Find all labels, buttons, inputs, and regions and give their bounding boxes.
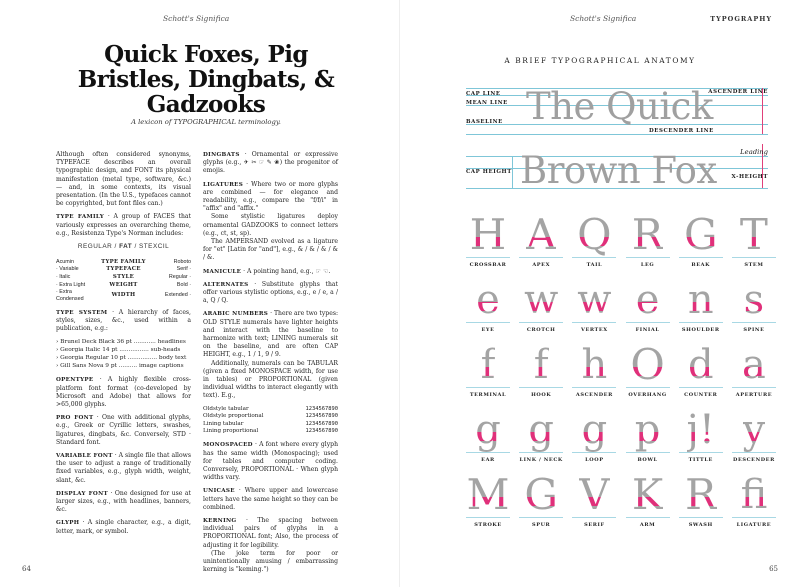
anatomy-line-1: The Quick	[526, 85, 713, 128]
glyph-box	[466, 340, 510, 388]
numeral-sample: 1234567890	[305, 405, 338, 412]
glyph-box	[572, 275, 616, 323]
glyph-box	[466, 210, 510, 258]
glyph-box	[626, 210, 670, 258]
glyph-box	[519, 470, 563, 518]
cap-height-marker	[512, 156, 513, 188]
glyph-box	[572, 470, 616, 518]
glyph-row	[466, 405, 776, 463]
entry-term: ARABIC NUMBERS	[203, 311, 269, 318]
glyph-part-label: TAIL	[586, 262, 603, 268]
entry-definition: · Where upper and lowercase letters have the same height so they can be combined.	[203, 487, 338, 511]
numeral-sample: 1234567890	[305, 427, 338, 434]
glyph-part-label: EYE	[481, 327, 495, 333]
family-table	[56, 258, 191, 303]
entry-term: UNICASE	[203, 488, 235, 495]
numeral-sample: 1234567890	[305, 420, 338, 427]
glyph-box	[732, 470, 776, 518]
kerning-paragraph: (The joke term for poor or unintentionally amusing / embarrassing kerning is "keming.")	[203, 549, 338, 574]
label-ascender-line: ASCENDER LINE	[708, 89, 768, 95]
glyph-part-label: ARM	[639, 522, 656, 528]
table-cell: · Extra Condensed	[56, 289, 84, 302]
glyph-part-label: BOWL	[637, 457, 658, 463]
anatomy-line-2: Brown Fox	[520, 149, 717, 192]
glyph-specimen	[679, 210, 723, 268]
dingbats-entry	[203, 151, 338, 176]
glyph-character: j!	[686, 407, 715, 453]
table-cell: WEIGHT	[109, 281, 138, 288]
table-cell: Serif ·	[176, 266, 191, 273]
variable-font-entry	[56, 452, 191, 485]
table-cell: Regular ·	[168, 273, 191, 280]
glyph-box	[679, 405, 723, 453]
table-cell: · Italic	[56, 273, 71, 280]
glyph-character: f	[480, 342, 496, 388]
running-head-right: Schott's Significa	[570, 14, 637, 23]
glyph-row	[466, 210, 776, 268]
numeral-label: Lining proportional	[203, 427, 259, 434]
glyph-character: y	[742, 407, 766, 453]
numerals-entry	[203, 310, 338, 359]
ligatures-paragraph: Some stylistic ligatures deploy ornamental GADZOOKS to connect letters (e.g., ct, st, sp).	[203, 213, 338, 237]
unicase-entry	[203, 487, 338, 512]
entry-term: VARIABLE FONT	[56, 453, 113, 460]
table-cell: Bold ·	[176, 281, 191, 288]
glyph-character: G	[524, 470, 558, 519]
glyph-part-label: OVERHANG	[628, 392, 667, 398]
glyph-character: g	[475, 407, 501, 453]
glyph-character: Q	[577, 210, 612, 259]
glyph-part-label: TERMINAL	[469, 392, 507, 398]
glyph-specimen	[626, 405, 670, 463]
table-row	[56, 273, 191, 281]
label-x-height: X-HEIGHT	[731, 174, 768, 180]
list-item: › Gill Sans Nova 9 pt .......... image captions	[56, 363, 184, 370]
glyph-part-label: CROSSBAR	[469, 262, 507, 268]
glyph-part-label: LOOP	[585, 457, 604, 463]
display-font-entry	[56, 490, 191, 515]
table-cell: STYLE	[112, 273, 135, 280]
table-row	[203, 428, 338, 435]
glyph-specimen	[732, 340, 776, 398]
numeral-sample: 1234567890	[305, 413, 338, 420]
entry-term: KERNING	[203, 517, 237, 524]
glyph-row	[466, 340, 776, 398]
entry-term: GLYPH	[56, 520, 80, 527]
page-subtitle: A lexicon of TYPOGRAPHICAL terminology.	[131, 118, 281, 126]
type-anatomy-diagram	[466, 84, 768, 194]
style-separator: /	[112, 243, 120, 251]
glyph-part-label: SHOULDER	[681, 327, 720, 333]
entry-definition: · A single file that allows the user to adjust a range of traditionally fixed variables, e.g., glyph width, weight, slant, &c.	[56, 452, 191, 484]
entry-definition: · A font where every glyph has the same width (Monospacing); used for tables and computer coding. Conversely, PROPORTIONAL · When glyph widths vary.	[203, 441, 338, 482]
label-leading: Leading	[740, 148, 768, 156]
type-system-list	[56, 338, 191, 370]
glyph-row	[466, 275, 776, 333]
kerning-entry	[203, 517, 338, 550]
list-item: › Georgia Italic 14 pt ................ sub-heads	[56, 347, 181, 354]
style-fat: FAT	[119, 243, 133, 251]
glyph-character: R	[684, 470, 717, 519]
glyph-character: n	[687, 277, 714, 323]
glyph-specimen	[679, 275, 723, 333]
glyph-character: w	[577, 277, 612, 323]
entry-definition: · A hierarchy of faces, styles, sizes, &c., used within a publication, e.g.:	[56, 308, 191, 333]
glyph-specimen	[572, 405, 616, 463]
glyph-box	[626, 275, 670, 323]
glyph-character: s	[743, 277, 765, 323]
entry-definition: · A group of FACES that variously expresses an overarching theme, e.g., Resistenza Type's Norman includes:	[56, 213, 191, 237]
type-family-entry	[56, 213, 191, 238]
glyph-specimen	[626, 340, 670, 398]
glyph-specimen	[466, 340, 510, 398]
glyph-box	[572, 405, 616, 453]
glyph-part-label: ASCENDER	[575, 392, 613, 398]
list-item: › Georgia Regular 10 pt ................ body text	[56, 355, 187, 362]
glyph-specimen	[732, 405, 776, 463]
table-cell: TYPE FAMILY	[101, 258, 146, 265]
glyph-box	[572, 340, 616, 388]
table-cell: Extended ·	[164, 292, 191, 299]
glyph-box	[519, 210, 563, 258]
entry-definition: · One with additional glyphs, e.g., Greek or Cyrillic letters, swashes, ligatures, dingbats, &c. Conversely, STD · Standard font.	[56, 414, 191, 446]
table-row	[56, 266, 191, 274]
glyph-anatomy-grid	[466, 210, 776, 535]
glyph-part-label: CROTCH	[526, 327, 556, 333]
anatomy-title: A BRIEF TYPOGRAPHICAL ANATOMY	[504, 56, 696, 65]
glyph-part-label: EAR	[481, 457, 495, 463]
glyph-character: T	[739, 210, 768, 259]
glyph-box	[732, 210, 776, 258]
table-row	[203, 421, 338, 428]
glyph-box	[732, 405, 776, 453]
glyph-character: K	[631, 470, 664, 519]
glyph-specimen	[519, 275, 563, 333]
glyph-box	[732, 340, 776, 388]
section-head: TYPOGRAPHY	[710, 15, 772, 23]
entry-definition: · A pointing hand, e.g., ☞ ☜.	[241, 267, 331, 275]
glyph-specimen	[626, 275, 670, 333]
label-cap-height: CAP HEIGHT	[466, 169, 512, 175]
glyph-specimen	[732, 470, 776, 528]
page-number-right: 65	[769, 565, 778, 573]
typeface-paragraph: Although often considered synonyms, TYPEFACE describes an overall typographic design, and FONT its physical manifestation (metal type, software, &c.) — and, in some contexts, its visual presentation. (In the U.S., typefaces cannot be copyrighted, but font files can.)	[56, 151, 191, 208]
glyph-part-label: COUNTER	[684, 392, 718, 398]
table-cell: · Variable	[56, 266, 79, 273]
glyph-box	[626, 470, 670, 518]
glyph-box	[519, 340, 563, 388]
glyph-part-label: SERIF	[584, 522, 605, 528]
table-row	[203, 413, 338, 420]
table-row	[203, 406, 338, 413]
entry-term: DISPLAY FONT	[56, 490, 108, 497]
glyph-part-label: VERTEX	[580, 327, 608, 333]
entry-term: DINGBATS	[203, 152, 240, 158]
glyph-character: G	[683, 210, 718, 259]
glyph-part-label: FINIAL	[635, 327, 660, 333]
family-styles	[56, 243, 191, 251]
entry-definition: · One designed for use at larger sizes, e.g., with headlines, banners, &c.	[56, 489, 191, 514]
entry-term: ALTERNATES	[203, 281, 249, 288]
glyph-specimen	[572, 470, 616, 528]
entry-definition: · A single character, e.g., a digit, letter, mark, or symbol.	[56, 519, 191, 535]
manicule-entry	[203, 268, 338, 276]
entry-term: LIGATURES	[203, 181, 244, 188]
glyph-part-label: SPINE	[743, 327, 765, 333]
glyph-specimen	[466, 405, 510, 463]
entry-definition: · Where two or more glyphs are combined — for elegance and readability, e.g., compare the "f/f/i" in "affix" and "affix."	[203, 180, 338, 213]
glyph-part-label: STEM	[744, 262, 764, 268]
entry-definition: · Substitute glyphs that offer various stylistic options, e.g., e / e, a / a, Q / Q.	[203, 280, 338, 305]
glyph-specimen	[519, 470, 563, 528]
style-regular: REGULAR	[77, 243, 113, 251]
glyph-specimen	[679, 340, 723, 398]
table-cell: Roboto	[173, 258, 191, 265]
glyph-character: e	[476, 277, 500, 323]
glyph-specimen	[679, 405, 723, 463]
numeral-label: Oldstyle proportional	[203, 413, 264, 420]
entry-definition: · The spacing between individual pairs of glyphs in a PROPORTIONAL font; Also, the process of adjusting it for legibility.	[203, 516, 338, 549]
glyph-part-label: TITTLE	[688, 457, 713, 463]
label-mean-line: MEAN LINE	[466, 100, 508, 106]
glyph-part-label: BEAK	[691, 262, 711, 268]
numeral-label: Lining tabular	[203, 420, 244, 427]
glyph-part-label: LIGATURE	[736, 522, 772, 528]
glyph-character: d	[687, 342, 714, 388]
glyph-character: g	[528, 407, 554, 453]
glyph-specimen	[626, 470, 670, 528]
glyph-part-label: SWASH	[688, 522, 713, 528]
glyph-box	[732, 275, 776, 323]
entry-term: MANICULE	[203, 268, 242, 275]
glyph-specimen	[466, 275, 510, 333]
glyph-box	[519, 405, 563, 453]
glyph-specimen	[466, 470, 510, 528]
glyph-box	[626, 340, 670, 388]
glyph-character: A	[526, 210, 557, 259]
page-number-left: 64	[22, 565, 31, 573]
glyph-box	[572, 210, 616, 258]
glyph-specimen	[572, 275, 616, 333]
type-system-entry	[56, 309, 191, 334]
glyph-character: w	[524, 277, 559, 323]
glyph-specimen	[519, 405, 563, 463]
glyph-specimen	[466, 210, 510, 268]
numeral-label: Oldstyle tabular	[203, 405, 249, 412]
glyph-specimen	[572, 210, 616, 268]
ampersand-paragraph: The AMPERSAND evolved as a ligature for "et" [Latin for "and"], e.g., & / & / & / & / &.	[203, 238, 338, 262]
glyph-part-label: LINK / NECK	[519, 457, 563, 463]
entry-term: TYPE FAMILY	[56, 214, 105, 221]
glyph-box	[466, 405, 510, 453]
page-title: Quick Foxes, Pig Bristles, Dingbats, & Gadzooks	[77, 41, 335, 118]
label-cap-line: CAP LINE	[466, 91, 501, 97]
right-page	[400, 0, 800, 587]
glyph-part-label: SPUR	[532, 522, 551, 528]
glyph-character: H	[469, 210, 507, 259]
glyph-specimen	[519, 210, 563, 268]
glyph-character: f	[533, 342, 549, 388]
glyph-part-label: LEG	[640, 262, 655, 268]
glyph-character: e	[635, 277, 660, 323]
running-head-left: Schott's Significa	[163, 14, 230, 23]
glyph-box	[519, 275, 563, 323]
glyph-part-label: APERTURE	[735, 392, 773, 398]
table-row	[56, 289, 191, 303]
entry-definition: · Ornamental or expressive glyphs (e.g., ✈ ✂ ☞ ✎ ❀) the progenitor of emojis.	[203, 151, 338, 175]
entry-definition: · A highly flexible cross-platform font format (co-developed by Microsoft and Adobe) that allows for >65,000 glyphs.	[56, 376, 191, 409]
table-row	[56, 281, 191, 289]
glyph-character: R	[631, 210, 664, 259]
table-cell: TYPEFACE	[106, 266, 141, 273]
glyph-specimen	[732, 210, 776, 268]
table-cell: · Extra Light	[56, 281, 86, 288]
label-descender-line: DESCENDER LINE	[649, 128, 714, 134]
glyph-entry	[56, 519, 191, 535]
glyph-box	[466, 275, 510, 323]
pro-font-entry	[56, 414, 191, 447]
entry-term: TYPE SYSTEM	[56, 309, 108, 316]
entry-term: OPENTYPE	[56, 377, 94, 384]
glyph-character: g	[581, 407, 608, 453]
alternates-entry	[203, 281, 338, 306]
glyph-box	[679, 275, 723, 323]
glyph-specimen	[519, 340, 563, 398]
glyph-specimen	[626, 210, 670, 268]
glyph-character: O	[630, 340, 665, 389]
glyph-specimen	[572, 340, 616, 398]
numerals-paragraph: Additionally, numerals can be TABULAR (given a fixed MONOSPACE width, for use in tables) or PROPORTIONAL (given individual widths to interact elegantly with text). E.g.,	[203, 359, 338, 400]
glyph-character: h	[581, 342, 608, 388]
entry-term: MONOSPACED	[203, 442, 253, 449]
glyph-character: V	[579, 470, 610, 519]
glyph-box	[679, 340, 723, 388]
style-stencil: STEXCIL	[139, 243, 170, 251]
glyph-character: p	[634, 407, 661, 453]
glyph-box	[626, 405, 670, 453]
numerals-table	[203, 406, 338, 436]
glyph-row	[466, 470, 776, 528]
style-separator: /	[132, 243, 140, 251]
table-row	[56, 258, 191, 266]
glyph-specimen	[732, 275, 776, 333]
glyph-box	[466, 470, 510, 518]
table-cell: WIDTH	[111, 292, 136, 299]
label-baseline: BASELINE	[466, 119, 503, 125]
glyph-part-label: STROKE	[474, 522, 502, 528]
column-a	[56, 151, 191, 541]
glyph-part-label: HOOK	[531, 392, 552, 398]
column-b	[203, 151, 338, 579]
monospaced-entry	[203, 441, 338, 482]
glyph-character: M	[466, 470, 510, 519]
descender-line	[466, 134, 768, 135]
list-item: › Brunel Deck Black 36 pt ............ headlines	[56, 339, 186, 346]
glyph-box	[679, 210, 723, 258]
table-cell: Acumin	[56, 258, 74, 265]
glyph-box	[679, 470, 723, 518]
entry-definition: · There are two types: OLD STYLE numerals have lighter heights and interact with the baseline to harmonize with text; LINING numerals sit on the baseline, and are often CAP HEIGHT, e.g., 1 / 1, 9 / 9.	[203, 310, 338, 359]
ligatures-entry	[203, 181, 338, 214]
glyph-part-label: DESCENDER	[733, 457, 775, 463]
opentype-entry	[56, 376, 191, 409]
glyph-specimen	[679, 470, 723, 528]
glyph-character: a	[742, 342, 766, 388]
glyph-part-label: APEX	[532, 262, 551, 268]
entry-term: PRO FONT	[56, 415, 94, 422]
glyph-character: fi	[740, 472, 768, 518]
